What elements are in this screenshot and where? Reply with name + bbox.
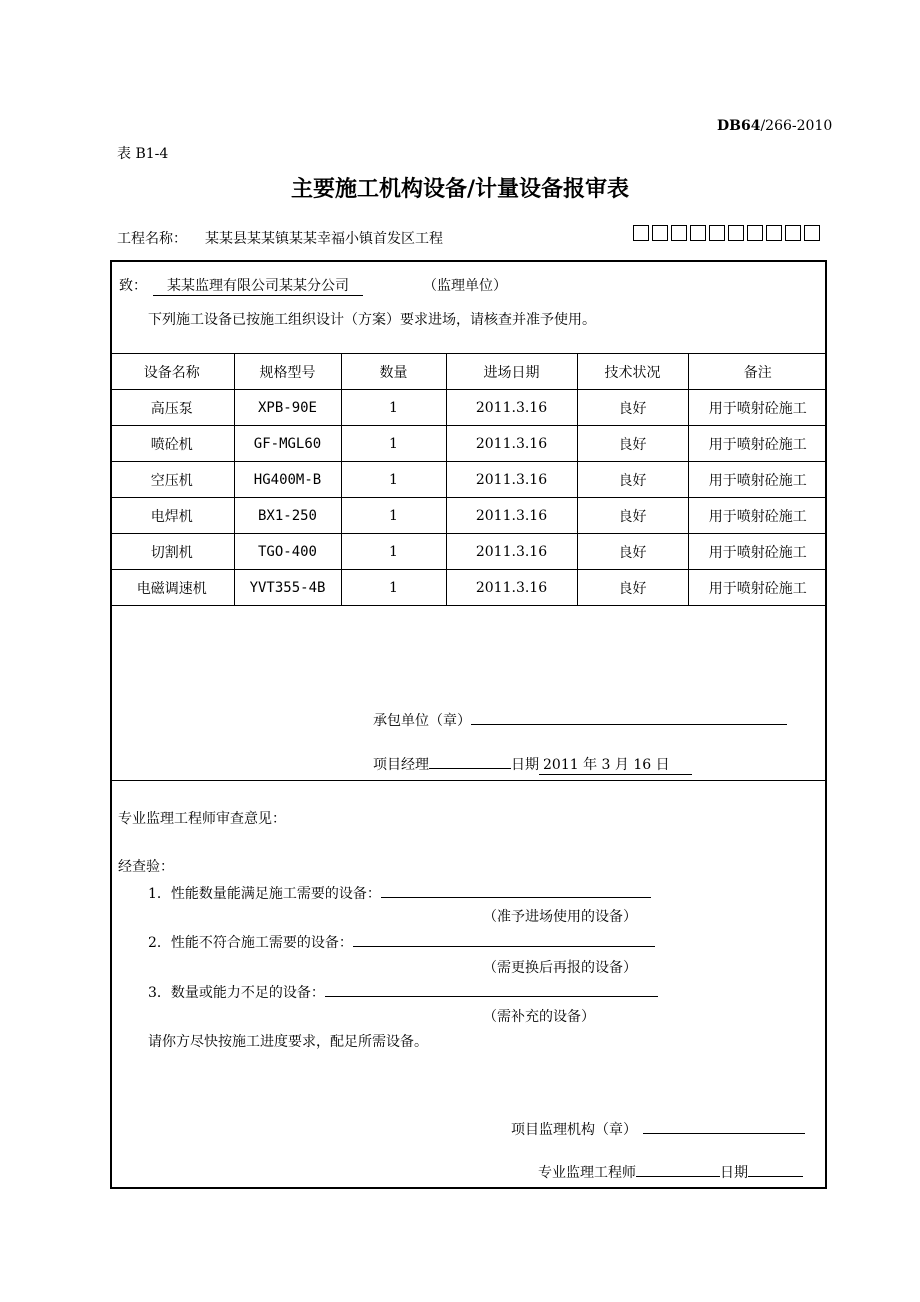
table-row [110, 390, 827, 426]
pm-signature-blank[interactable] [429, 754, 511, 769]
serial-box[interactable] [709, 225, 725, 241]
cell-date: 2011.3.16 [446, 390, 577, 426]
cell-date: 2011.3.16 [446, 534, 577, 570]
cell-model: XPB-90E [234, 390, 341, 426]
cell-model: HG400M-B [234, 462, 341, 498]
org-label: 项目监理机构（章） [511, 1122, 637, 1138]
supervisor-unit: 某某监理有限公司某某分公司 [153, 275, 363, 296]
closing-text: 请你方尽快按施工进度要求，配足所需设备。 [148, 1034, 428, 1050]
serial-box[interactable] [633, 225, 649, 241]
cell-remark: 用于喷射砼施工 [688, 498, 827, 534]
cell-status: 良好 [577, 534, 688, 570]
supervisor-tag: （监理单位） [423, 278, 507, 294]
checked-label: 经查验： [118, 859, 174, 875]
cell-name: 切割机 [110, 534, 234, 570]
serial-box[interactable] [747, 225, 763, 241]
cell-date: 2011.3.16 [446, 426, 577, 462]
header-cell: 技术状况 [577, 354, 688, 390]
cell-remark: 用于喷射砼施工 [688, 570, 827, 606]
table-row [110, 462, 827, 498]
equipment-table [110, 353, 827, 606]
cell-name: 电焊机 [110, 498, 234, 534]
table-row [110, 534, 827, 570]
cell-model: YVT355-4B [234, 570, 341, 606]
cell-remark: 用于喷射砼施工 [688, 462, 827, 498]
contractor-seal-line [373, 710, 787, 730]
contractor-date: 2011 年 3 月 16 日 [539, 754, 692, 775]
review-item-2 [148, 932, 655, 952]
org-seal-blank[interactable] [643, 1119, 805, 1134]
serial-box[interactable] [785, 225, 801, 241]
review-item-text: 1．性能数量能满足施工需要的设备： [148, 886, 381, 902]
cell-qty: 1 [341, 426, 446, 462]
date-label: 日期 [511, 757, 539, 773]
serial-box[interactable] [671, 225, 687, 241]
cell-model: BX1-250 [234, 498, 341, 534]
cell-status: 良好 [577, 426, 688, 462]
cell-qty: 1 [341, 462, 446, 498]
review-item-text: 2．性能不符合施工需要的设备： [148, 935, 353, 951]
cell-qty: 1 [341, 390, 446, 426]
cell-name: 空压机 [110, 462, 234, 498]
cell-name: 喷砼机 [110, 426, 234, 462]
serial-box[interactable] [728, 225, 744, 241]
serial-number-boxes[interactable] [633, 225, 821, 241]
cell-remark: 用于喷射砼施工 [688, 426, 827, 462]
cell-date: 2011.3.16 [446, 570, 577, 606]
table-row [110, 570, 827, 606]
cell-name: 电磁调速机 [110, 570, 234, 606]
cell-name: 高压泵 [110, 390, 234, 426]
cell-qty: 1 [341, 570, 446, 606]
project-label: 工程名称： [117, 231, 187, 247]
to-label: 致： [119, 278, 147, 294]
serial-box[interactable] [804, 225, 820, 241]
review-note-2: （需更换后再报的设备） [483, 960, 637, 976]
table-row [110, 498, 827, 534]
serial-box[interactable] [766, 225, 782, 241]
pm-label: 项目经理 [373, 757, 429, 773]
review-item-blank[interactable] [381, 883, 651, 898]
cell-qty: 1 [341, 498, 446, 534]
review-note-1: （准予进场使用的设备） [483, 909, 637, 925]
header-cell: 进场日期 [446, 354, 577, 390]
review-note-3: （需补充的设备） [483, 1009, 595, 1025]
cell-remark: 用于喷射砼施工 [688, 534, 827, 570]
intro-text: 下列施工设备已按施工组织设计（方案）要求进场，请核查并准予使用。 [148, 312, 596, 328]
cell-date: 2011.3.16 [446, 498, 577, 534]
engineer-line [538, 1162, 803, 1182]
serial-box[interactable] [690, 225, 706, 241]
cell-status: 良好 [577, 462, 688, 498]
cell-qty: 1 [341, 534, 446, 570]
cell-date: 2011.3.16 [446, 462, 577, 498]
review-item-blank[interactable] [353, 932, 655, 947]
project-name: 某某县某某镇某某幸福小镇首发区工程 [205, 231, 443, 247]
header-cell: 设备名称 [110, 354, 234, 390]
review-item-blank[interactable] [325, 982, 658, 997]
project-line [117, 228, 443, 248]
engineer-date-label: 日期 [720, 1165, 748, 1181]
contractor-seal-blank[interactable] [471, 710, 787, 725]
cell-model: TGO-400 [234, 534, 341, 570]
engineer-signature-blank[interactable] [636, 1162, 720, 1177]
header-cell: 备注 [688, 354, 827, 390]
cell-status: 良好 [577, 498, 688, 534]
table-row [110, 426, 827, 462]
review-title: 专业监理工程师审查意见： [118, 811, 286, 827]
page-title: 主要施工机构设备/计量设备报审表 [290, 177, 630, 202]
serial-box[interactable] [652, 225, 668, 241]
supervision-org-line [511, 1119, 805, 1139]
cell-status: 良好 [577, 390, 688, 426]
section-divider [110, 780, 827, 781]
cell-status: 良好 [577, 570, 688, 606]
review-item-text: 3．数量或能力不足的设备： [148, 985, 325, 1001]
header-cell: 规格型号 [234, 354, 341, 390]
table-header-row [110, 354, 827, 390]
addressee-line [119, 275, 507, 296]
form-number: 表 B1-4 [117, 146, 169, 162]
contractor-seal-label: 承包单位（章） [373, 713, 471, 729]
header-cell: 数量 [341, 354, 446, 390]
cell-model: GF-MGL60 [234, 426, 341, 462]
cell-remark: 用于喷射砼施工 [688, 390, 827, 426]
engineer-date-blank[interactable] [748, 1162, 803, 1177]
project-manager-line [373, 754, 692, 775]
review-item-1 [148, 883, 651, 903]
engineer-label: 专业监理工程师 [538, 1165, 636, 1181]
standard-code: DB64/266-2010 [717, 118, 833, 134]
review-item-3 [148, 982, 658, 1002]
